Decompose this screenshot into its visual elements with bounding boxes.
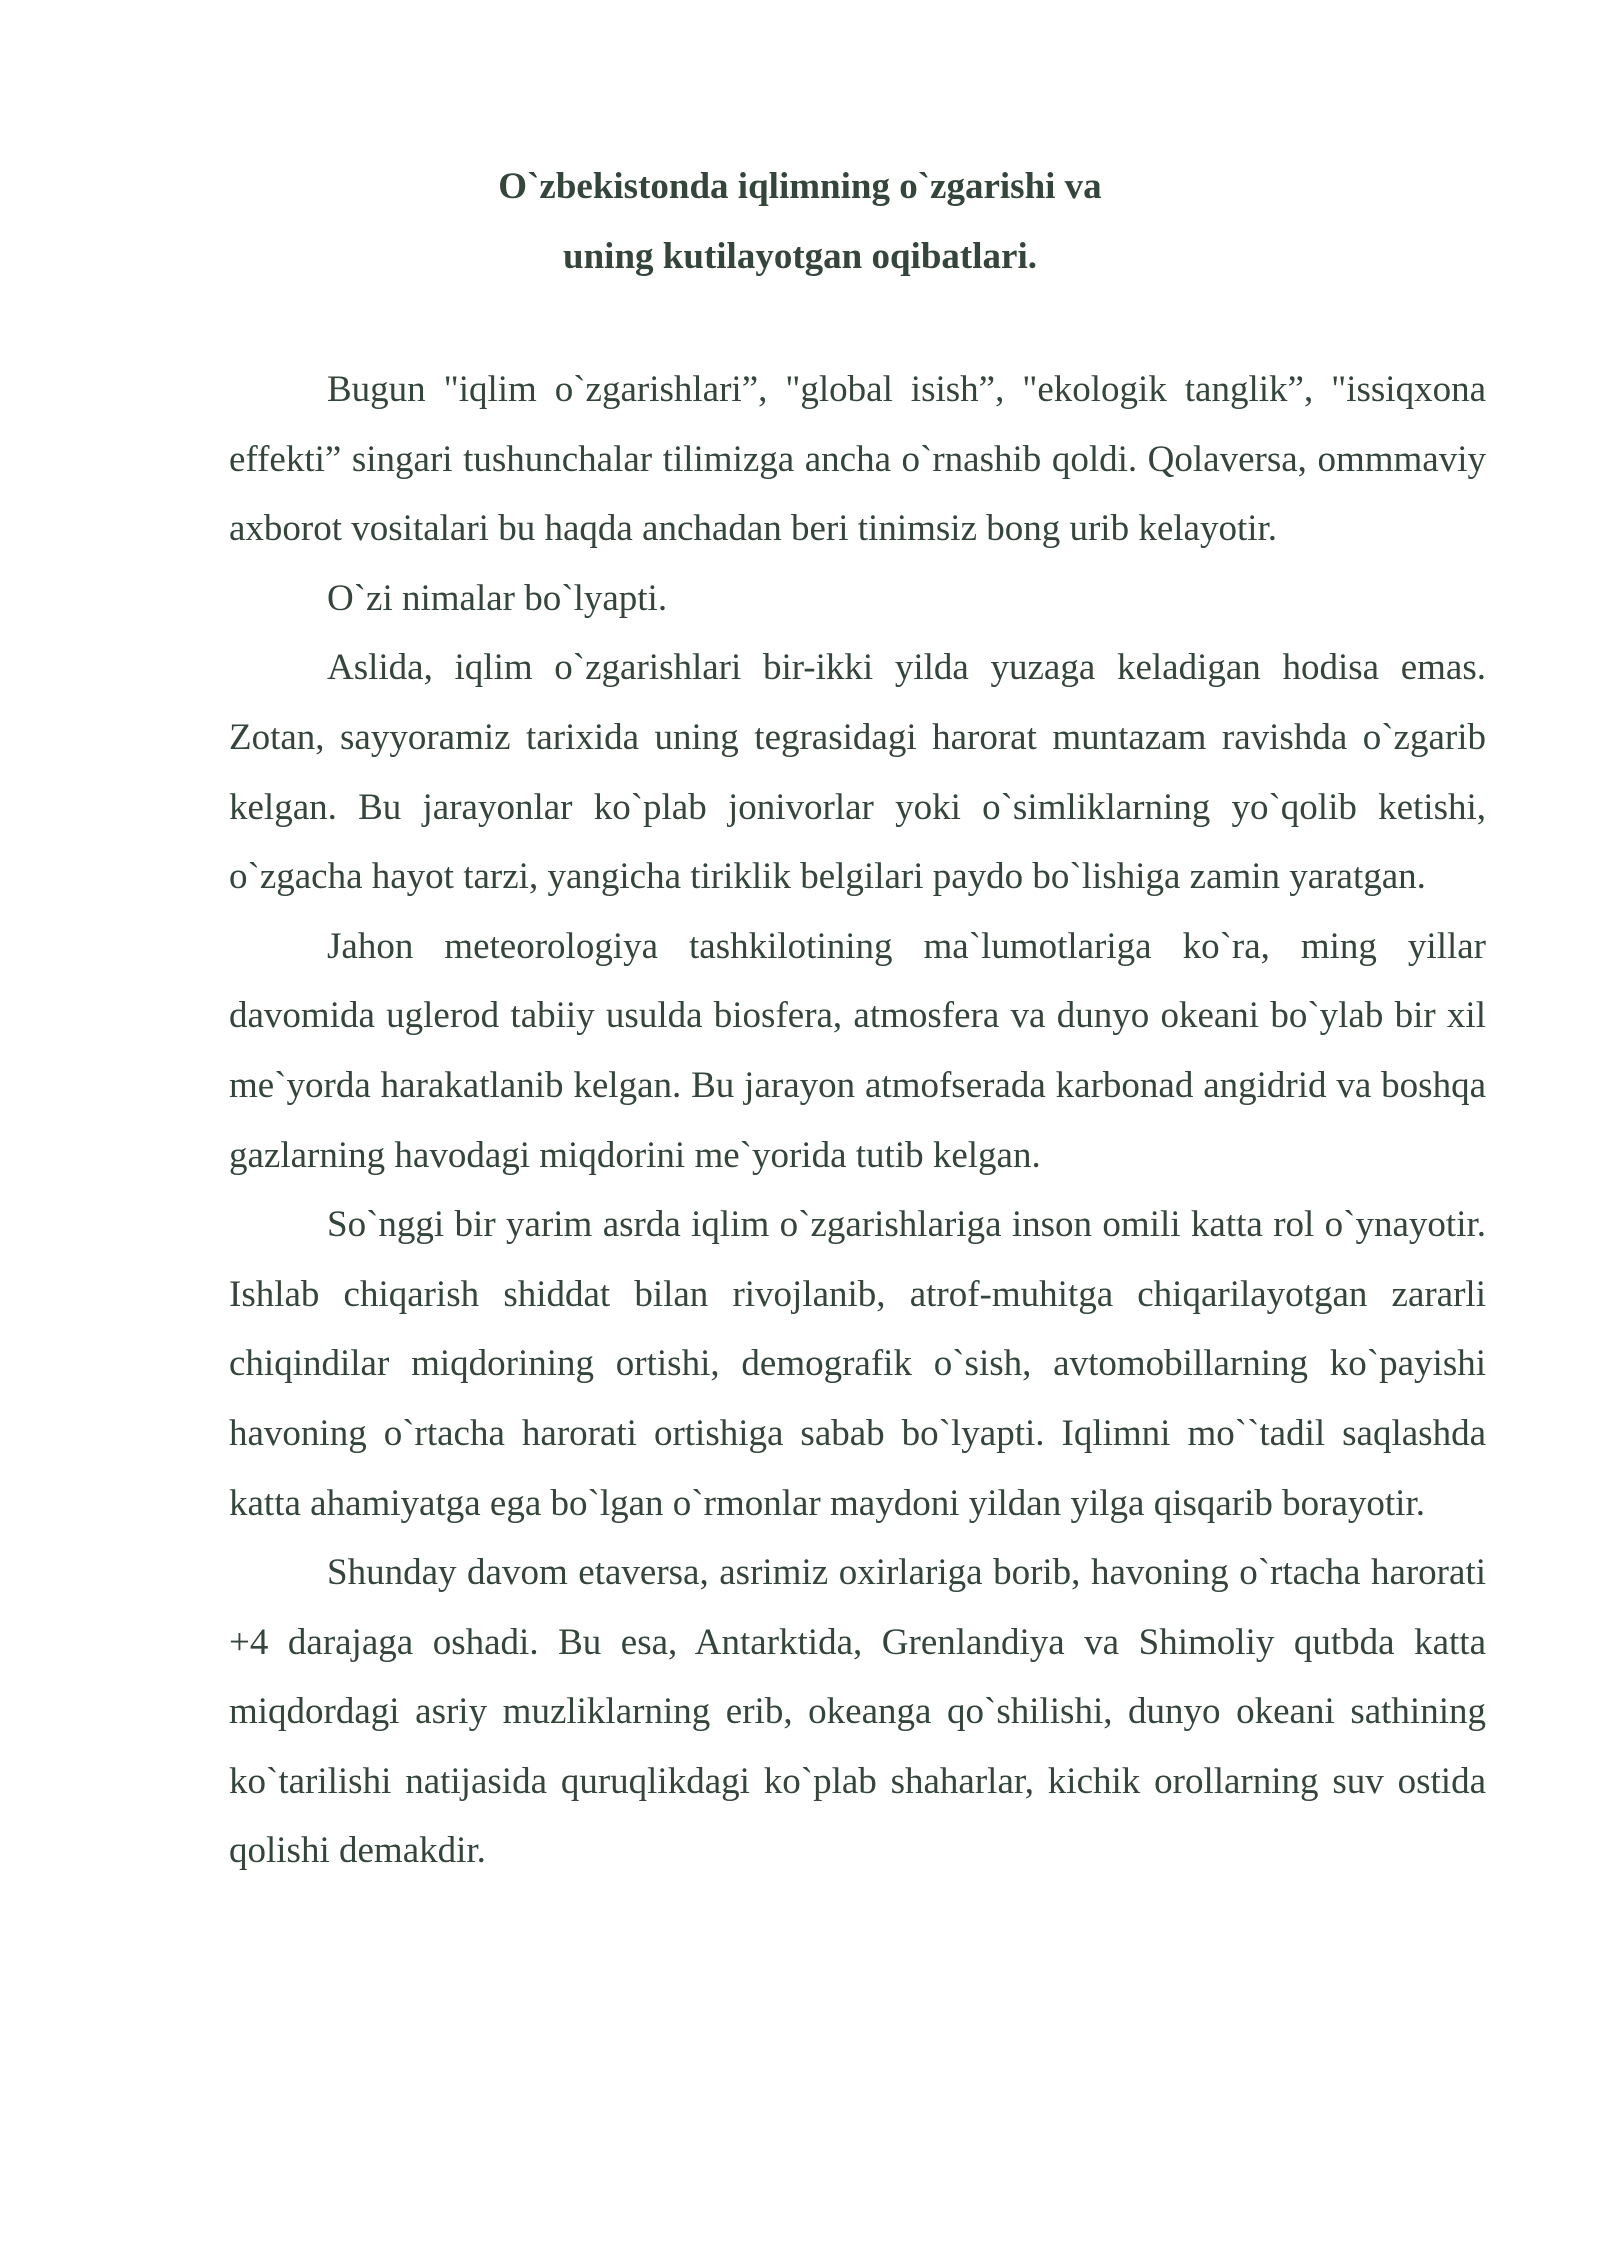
title-line-1: O`zbekistonda iqlimning o`zgarishi va xyxy=(498,166,1102,207)
paragraph-6: Shunday davom etaversa, asrimiz oxirlariga borib, havoning o`rtacha harorati +4 darajaga oshadi. Bu esa, Antarktida, Grenlandiya va Shimoliy qutbda katta miqdordagi asriy muzliklarning erib, okeanga qo`shilishi, dunyo okeani sathining ko`tarilishi natijasida quruqlikdagi ko`plab shaharlar, kichik orollarning suv ostida qolishi demakdir. xyxy=(229,1552,1486,1872)
paragraph-1: Bugun "iqlim o`zgarishlari”, "global isish”, "ekologik tanglik”, "issiqxona effekti” singari tushunchalar tilimizga ancha o`rnashib qoldi. Qolaversa, ommmaviy axborot vositalari bu haqda anchadan beri tinimsiz bong urib kelayotir. xyxy=(229,369,1486,550)
document-body xyxy=(229,355,1486,1886)
paragraph-2: O`zi nimalar bo`lyapti. xyxy=(327,577,668,619)
paragraph-3: Aslida, iqlim o`zgarishlari bir-ikki yilda yuzaga keladigan hodisa emas. Zotan, sayyoramiz tarixida uning tegrasidagi harorat muntazam ravishda o`zgarib kelgan. Bu jarayonlar ko`plab jonivorlar yoki o`simliklarning yo`qolib ketishi, o`zgacha hayot tarzi, yangicha tiriklik belgilari paydo bo`lishiga zamin yaratgan. xyxy=(229,647,1486,898)
document-title xyxy=(0,152,1600,292)
paragraph-5: So`nggi bir yarim asrda iqlim o`zgarishlariga inson omili katta rol o`ynayotir. Ishlab chiqarish shiddat bilan rivojlanib, atrof-muhitga chiqarilayotgan zararli chiqindilar miqdorining ortishi, demografik o`sish, avtomobillarning ko`payishi havoning o`rtacha harorati ortishiga sabab bo`lyapti. Iqlimni mo``tadil saqlashda katta ahamiyatga ega bo`lgan o`rmonlar maydoni yildan yilga qisqarib borayotir. xyxy=(229,1204,1486,1524)
title-line-2: uning kutilayotgan oqibatlari. xyxy=(563,236,1037,277)
paragraph-4: Jahon meteorologiya tashkilotining ma`lumotlariga ko`ra, ming yillar davomida uglerod tabiiy usulda biosfera, atmosfera va dunyo okeani bo`ylab bir xil me`yorda harakatlanib kelgan. Bu jarayon atmofserada karbonad angidrid va boshqa gazlarning havodagi miqdorini me`yorida tutib kelgan. xyxy=(229,925,1486,1176)
